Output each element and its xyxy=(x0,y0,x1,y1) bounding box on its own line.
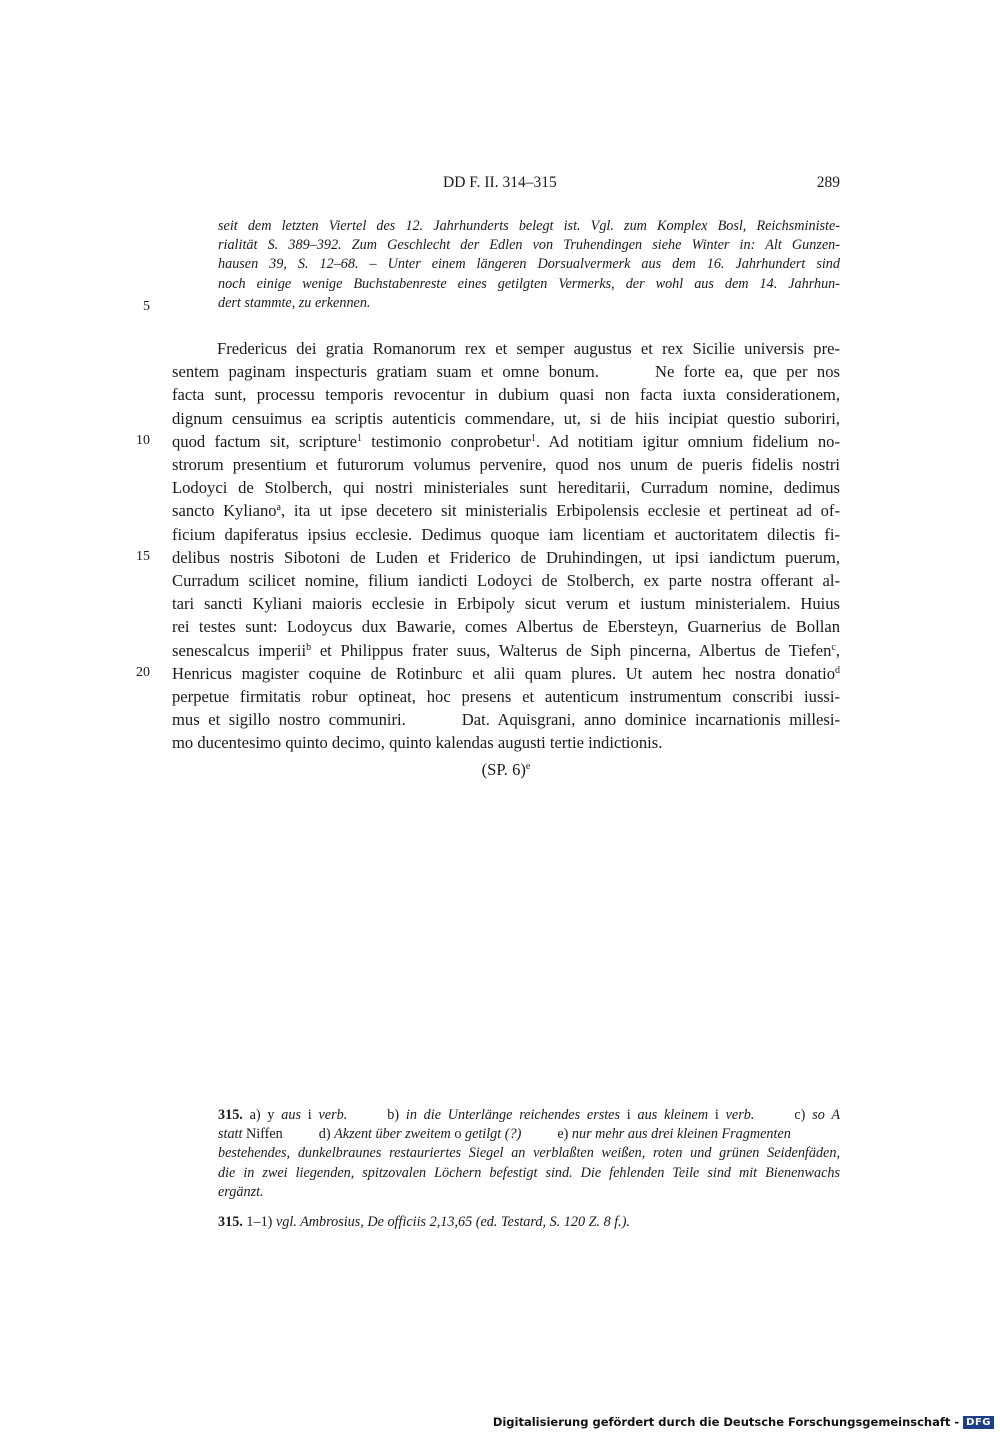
text-line: Fredericus dei gratia Romanorum rex et semper augustus et rex Sicilie universis pre- xyxy=(217,339,840,358)
footnote-line: statt Niffen d) Akzent über zweitem o getilgt (?) e) nur mehr aus drei kleinen Fragmenten xyxy=(218,1126,791,1143)
textual-notes xyxy=(218,1106,840,1202)
commentary-note xyxy=(218,217,840,313)
line-number: 5 xyxy=(143,299,150,314)
commentary-line: noch einige wenige Buchstabenreste eines getilgten Vermerks, der wohl aus dem 14. Jahrhun- xyxy=(218,275,840,292)
commentary-line: hausen 39, S. 12–68. – Unter einem längeren Dorsualvermerk aus dem 16. Jahrhundert sind xyxy=(218,256,840,273)
text-line: mo ducentesimo quinto decimo, quinto kalendas augusti tertie indictionis. xyxy=(172,733,663,753)
text-line: facta sunt, processu temporis revocentur in dubium quasi non facta iuxta considerationem, xyxy=(172,385,840,405)
text-line: perpetue firmitatis robur optineat, hoc presens et autenticum instrumentum conscribi iussi- xyxy=(172,687,840,707)
line-number: 15 xyxy=(136,549,150,564)
text-line: ficium dapiferatus ipsius ecclesie. Dedimus quoque iam licentiam et auctoritatem dilectis fi- xyxy=(172,524,840,544)
text-line: quod factum sit, scripture$^1$ testimonio conprobetur$^1$. Ad notitiam igitur omnium fidelium no- xyxy=(172,431,840,451)
footnote-line: bestehendes, dunkelbraunes restauriertes Siegel an verblaßten weißen, roten und grünen Seidenfäden, xyxy=(218,1145,840,1162)
footnote-line: ergänzt. xyxy=(218,1183,264,1200)
text-line: strorum presentium et futurorum volumus pervenire, quod nos unum de pueris fidelis nostri xyxy=(172,455,840,475)
note-ref: d xyxy=(835,664,840,676)
text-line: Lodoyci de Stolberch, qui nostri ministeriales sunt hereditarii, Curradum nomine, dedimus xyxy=(172,478,840,498)
text-line: rei testes sunt: Lodoycus dux Bawarie, comes Albertus de Ebersteyn, Guarnerius de Bollan xyxy=(172,617,840,637)
note-ref: 1 xyxy=(530,432,536,444)
text-line: Curradum scilicet nomine, filium iandicti Lodoyci de Stolberch, ex parte nostra offerant al- xyxy=(172,571,840,591)
note-ref: e xyxy=(525,761,531,772)
dfg-logo: DFG xyxy=(963,1416,994,1429)
footnote-line: die in zwei liegenden, spitzovalen Löchern befestigt sind. Die fehlenden Teile sind mit Bienenwachs xyxy=(218,1164,840,1181)
footnote-line: 315. a) y aus i verb. b) in die Unterlänge reichendes erstes i aus kleinem i verb. c) so A xyxy=(218,1107,840,1123)
note-ref: a xyxy=(276,502,281,514)
text-line: delibus nostris Sibotoni de Luden et Friderico de Druhindingen, ut ipsi iandictum puerum, xyxy=(172,547,840,567)
commentary-line: seit dem letzten Viertel des 12. Jahrhunderts belegt ist. Vgl. zum Komplex Bosl, Reichsministe- xyxy=(218,218,840,234)
funding-credit xyxy=(493,1415,994,1429)
commentary-line: rialität S. 389–392. Zum Geschlecht der Edlen von Truhendingen siehe Winter in: Alt Gunzen- xyxy=(218,237,840,254)
text-line: dignum censuimus ea scriptis autenticis commendare, ut, si de hiis incipiat questio suboriri, xyxy=(172,408,840,428)
source-notes: 315. 1–1) vgl. Ambrosius, De officiis 2,13,65 (ed. Testard, S. 120 Z. 8 f.). xyxy=(218,1214,630,1230)
seal-notation: (SP. 6)$^e$ xyxy=(481,760,531,779)
text-line: sentem paginam inspecturis gratiam suam et omne bonum. Ne forte ea, que per nos xyxy=(172,362,840,382)
note-ref: 1 xyxy=(357,432,363,444)
text-line: senescalcus imperii$^b$ et Philippus frater suus, Walterus de Siph pincerna, Albertus de Tiefen$^c$, xyxy=(172,640,841,660)
running-header: DD F. II. 314–315 xyxy=(443,174,557,191)
text-line: tari sancti Kyliani maioris ecclesie in Erbipoly sicut verum et iustum ministerialem. Huius xyxy=(172,594,840,614)
line-number: 20 xyxy=(136,665,150,680)
credit-text: Digitalisierung gefördert durch die Deutsche Forschungsgemeinschaft - xyxy=(492,1415,960,1429)
text-line: sancto Kyliano$^a$, ita ut ipse decetero sit ministerialis Erbipolensis ecclesie et pertineat ad of- xyxy=(172,501,840,521)
charter-text xyxy=(172,337,840,755)
line-number: 10 xyxy=(136,433,150,448)
commentary-line: dert stammte, zu erkennen. xyxy=(218,294,371,311)
note-ref: c xyxy=(831,641,836,653)
text-line: mus et sigillo nostro communiri. Dat. Aquisgrani, anno dominice incarnationis millesi- xyxy=(172,710,840,730)
note-ref: b xyxy=(306,641,312,653)
page-number: 289 xyxy=(816,174,840,191)
text-line: Henricus magister coquine de Rotinburc et alii quam plures. Ut autem hec nostra donatio$^d$ xyxy=(172,663,840,683)
